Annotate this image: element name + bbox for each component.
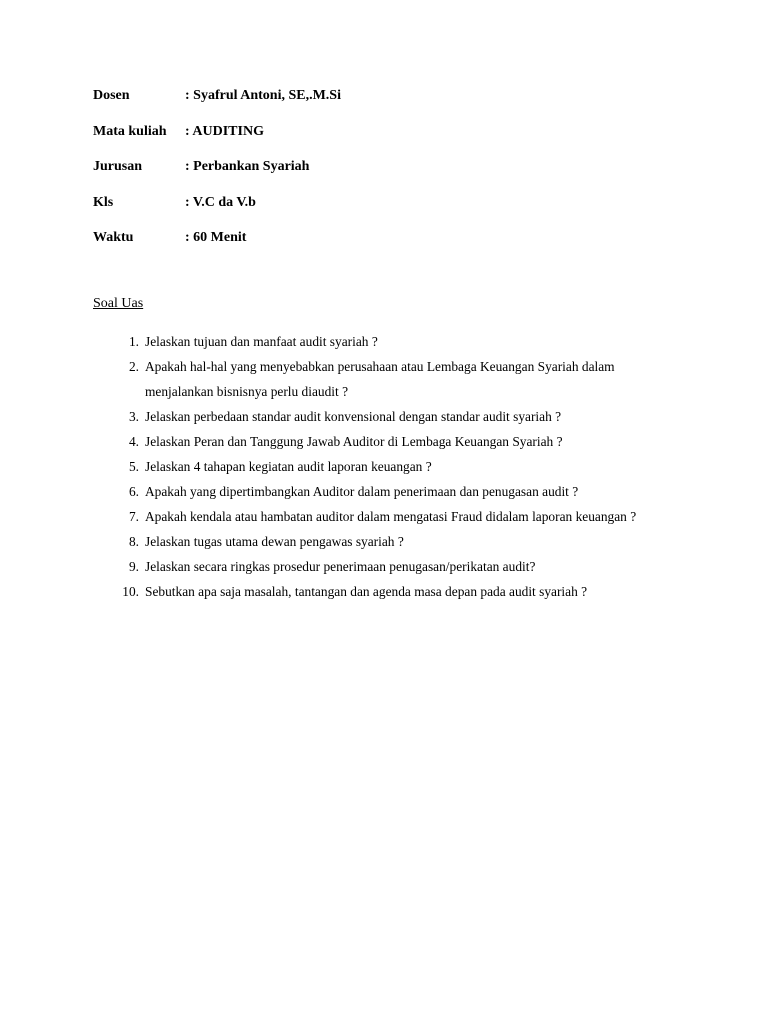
header-label: Kls (93, 194, 114, 210)
question-number: 2. (128, 359, 139, 374)
question-item (93, 579, 683, 604)
question-list (93, 329, 683, 604)
question-text: Jelaskan Peran dan Tanggung Jawab Auditor di Lembaga Keuangan Syariah ? (145, 434, 563, 449)
question-text: Jelaskan tugas utama dewan pengawas syariah ? (145, 534, 404, 549)
question-text: Jelaskan tujuan dan manfaat audit syariah ? (145, 334, 378, 349)
header-value: : 60 Menit (185, 230, 247, 245)
question-text: Apakah yang dipertimbangkan Auditor dalam penerimaan dan penugasan audit ? (145, 484, 579, 499)
question-number: 8. (128, 534, 139, 549)
question-number: 10. (122, 584, 139, 599)
header-value: : Perbankan Syariah (185, 159, 310, 174)
question-number: 5. (128, 459, 139, 474)
header-label: Dosen (93, 88, 130, 103)
header-label: Jurusan (93, 159, 143, 174)
question-number: 6. (128, 484, 139, 499)
header-label: Waktu (93, 230, 134, 245)
question-number: 3. (128, 409, 139, 424)
question-item (93, 529, 683, 554)
question-number: 9. (128, 559, 139, 574)
header-row-kls (93, 193, 693, 229)
question-number: 4. (128, 434, 139, 449)
header-value: : Syafrul Antoni, SE,.M.Si (185, 88, 341, 103)
header-row-waktu (93, 228, 693, 264)
header-value: : V.C da V.b (185, 194, 256, 210)
header-row-dosen (93, 86, 693, 122)
header-row-mata-kuliah (93, 122, 693, 158)
header-row-jurusan (93, 157, 693, 193)
question-text: Apakah hal-hal yang menyebabkan perusahaan atau Lembaga Keuangan Syariah dalam menjalankan bisnisnya perlu diaudit ? (145, 359, 615, 399)
question-number: 7. (128, 509, 139, 524)
exam-header (93, 86, 693, 264)
question-text: Jelaskan 4 tahapan kegiatan audit laporan keuangan ? (145, 459, 432, 474)
header-value: : AUDITING (185, 123, 264, 139)
question-item (93, 504, 683, 529)
header-label: Mata kuliah (93, 123, 167, 139)
question-text: Jelaskan secara ringkas prosedur penerimaan penugasan/perikatan audit? (145, 559, 536, 574)
question-item (93, 354, 683, 404)
question-item (93, 329, 683, 354)
question-item (93, 429, 683, 454)
section-title: Soal Uas (93, 296, 144, 311)
question-text: Jelaskan perbedaan standar audit konvensional dengan standar audit syariah ? (145, 409, 562, 424)
question-text: Sebutkan apa saja masalah, tantangan dan agenda masa depan pada audit syariah ? (145, 584, 588, 599)
question-number: 1. (128, 334, 139, 349)
question-item (93, 404, 683, 429)
question-item (93, 479, 683, 504)
question-item (93, 454, 683, 479)
question-item (93, 554, 683, 579)
question-text: Apakah kendala atau hambatan auditor dalam mengatasi Fraud didalam laporan keuangan ? (145, 509, 637, 524)
